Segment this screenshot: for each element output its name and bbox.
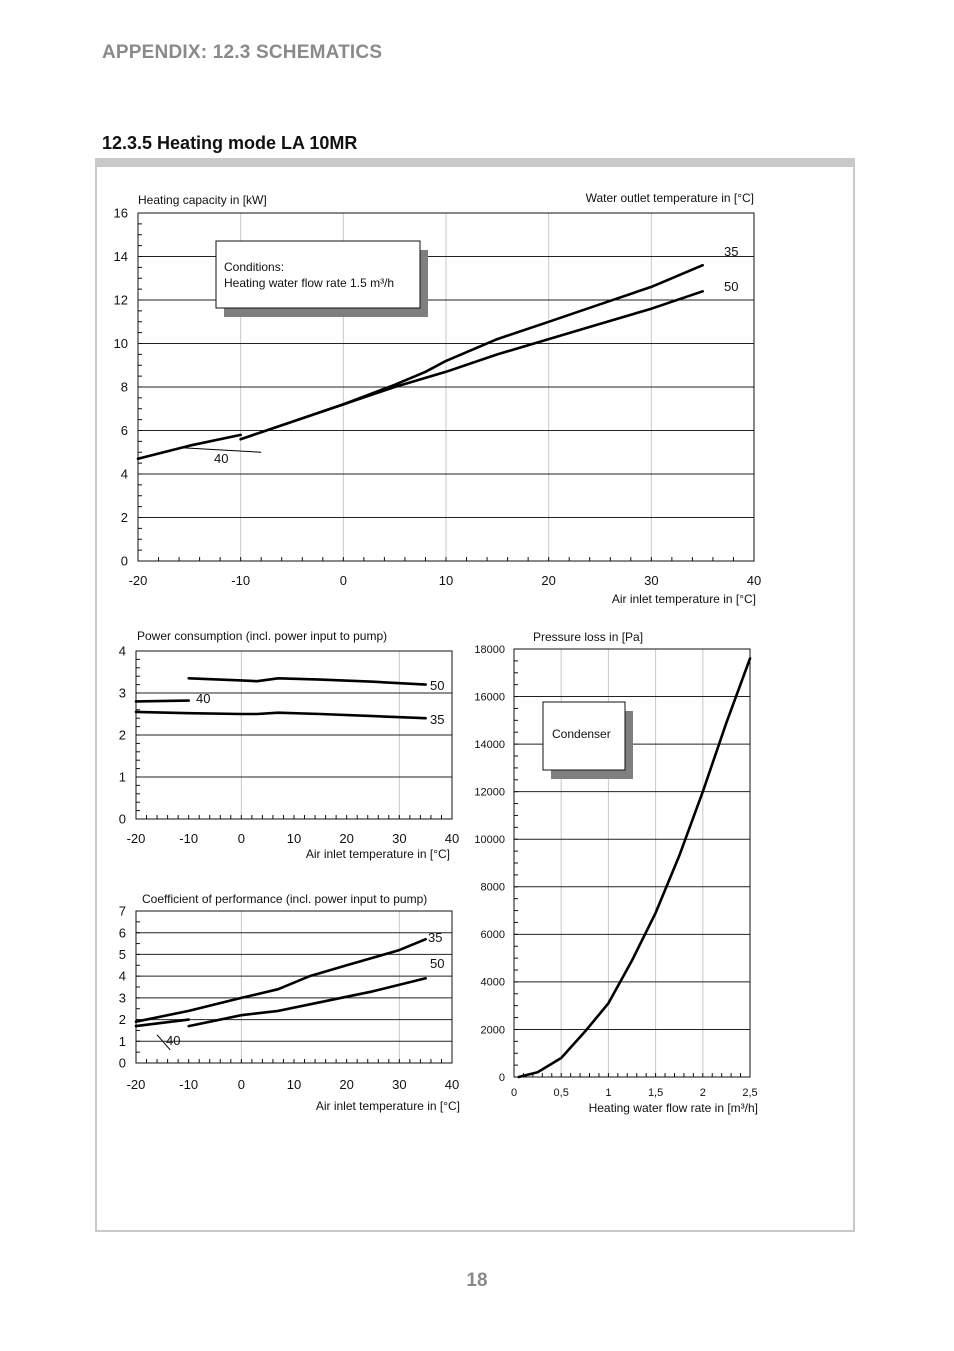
heating-x-tick-label: -20 xyxy=(128,573,148,588)
power-x-tick-label: 30 xyxy=(392,831,407,846)
pressure-y-tick-label: 10000 xyxy=(474,834,505,847)
pressure-note-text: Condenser xyxy=(552,727,611,741)
cop-y-tick-label: 1 xyxy=(118,1033,126,1049)
heating-chart xyxy=(114,191,762,606)
heating-x-tick-label: 0 xyxy=(339,573,347,588)
appendix-heading: APPENDIX: 12.3 SCHEMATICS xyxy=(102,42,383,63)
power-x-axis-label: Air inlet temperature in [°C] xyxy=(305,847,450,861)
power-x-tick-label: 0 xyxy=(237,831,245,846)
heating-y-tick-label: 10 xyxy=(113,336,128,352)
cop-x-tick-label: 30 xyxy=(392,1077,407,1092)
heating-series-label-50: 50 xyxy=(724,279,739,294)
cop-series-label-35: 35 xyxy=(428,930,443,945)
heating-y-tick-label: 6 xyxy=(120,423,128,439)
cop-y-tick-label: 4 xyxy=(118,968,126,984)
pressure-y-tick-label: 6000 xyxy=(480,929,505,942)
power-y-tick-label: 3 xyxy=(118,685,126,701)
pressure-x-tick-label: 2 xyxy=(699,1087,706,1099)
power-series-35 xyxy=(136,712,426,718)
cop-x-tick-label: 40 xyxy=(444,1077,460,1092)
cop-x-tick-label: 0 xyxy=(237,1077,245,1092)
cop-chart xyxy=(119,892,460,1113)
pressure-x-tick-label: 0 xyxy=(510,1087,518,1099)
pressure-y-tick-label: 4000 xyxy=(480,976,505,989)
heating-x-tick-label: -10 xyxy=(231,573,251,588)
heating-title: Heating capacity in [kW] xyxy=(138,193,267,207)
cop-plot-area xyxy=(136,911,452,1063)
pressure-x-tick-label: 0,5 xyxy=(553,1087,569,1099)
heating-x-tick-label: 30 xyxy=(644,573,659,588)
pressure-y-tick-label: 0 xyxy=(498,1071,505,1084)
cop-y-tick-label: 6 xyxy=(118,925,126,941)
heating-series-label-40: 40 xyxy=(214,451,229,466)
pressure-y-tick-label: 8000 xyxy=(480,881,505,894)
heating-legend-title: Water outlet temperature in [°C] xyxy=(585,191,754,205)
heating-note-text: Conditions: xyxy=(224,260,285,274)
power-series-label-40: 40 xyxy=(196,691,211,706)
heating-y-tick-label: 8 xyxy=(120,379,128,395)
cop-series-label-50: 50 xyxy=(430,956,445,971)
cop-x-tick-label: -10 xyxy=(179,1077,199,1092)
pressure-x-axis-label: Heating water flow rate in [m³/h] xyxy=(588,1101,758,1115)
heating-x-axis-label: Air inlet temperature in [°C] xyxy=(611,592,756,606)
heating-y-tick-label: 2 xyxy=(120,510,128,526)
power-series-label-35: 35 xyxy=(430,712,445,727)
cop-x-tick-label: -20 xyxy=(126,1077,146,1092)
cop-y-tick-label: 2 xyxy=(118,1012,126,1028)
cop-y-tick-label: 0 xyxy=(118,1055,126,1071)
heating-y-tick-label: 16 xyxy=(113,205,128,221)
cop-x-tick-label: 10 xyxy=(286,1077,302,1092)
power-y-tick-label: 1 xyxy=(118,769,126,785)
power-x-tick-label: 40 xyxy=(444,831,460,846)
cop-x-tick-label: 20 xyxy=(339,1077,354,1092)
heating-x-tick-label: 10 xyxy=(438,573,454,588)
heating-y-tick-label: 4 xyxy=(120,466,128,482)
heating-y-tick-label: 12 xyxy=(113,292,128,308)
heating-note-text: Heating water flow rate 1.5 m³/h xyxy=(224,276,395,290)
pressure-y-tick-label: 12000 xyxy=(474,786,505,799)
power-series-50 xyxy=(189,678,426,684)
pressure-y-tick-label: 16000 xyxy=(474,691,505,704)
power-series-40 xyxy=(136,701,189,702)
pressure-y-tick-label: 2000 xyxy=(480,1024,505,1037)
power-y-tick-label: 4 xyxy=(118,643,126,659)
pressure-y-tick-label: 18000 xyxy=(474,643,505,656)
power-y-tick-label: 2 xyxy=(118,727,126,743)
power-chart xyxy=(119,629,459,861)
heating-series-label-35: 35 xyxy=(724,244,739,259)
pressure-x-tick-label: 1,5 xyxy=(647,1087,664,1099)
cop-y-tick-label: 5 xyxy=(118,946,126,962)
cop-y-tick-label: 3 xyxy=(118,990,126,1006)
pressure-x-tick-label: 1 xyxy=(605,1087,612,1099)
heating-y-tick-label: 0 xyxy=(120,553,128,569)
power-series-label-50: 50 xyxy=(430,678,445,693)
section-title: 12.3.5 Heating mode LA 10MR xyxy=(102,133,358,153)
power-y-tick-label: 0 xyxy=(118,811,126,827)
power-x-tick-label: -20 xyxy=(126,831,146,846)
page-number: 18 xyxy=(466,1270,488,1291)
power-x-tick-label: 10 xyxy=(286,831,302,846)
pressure-title: Pressure loss in [Pa] xyxy=(533,630,644,644)
cop-x-axis-label: Air inlet temperature in [°C] xyxy=(315,1099,460,1113)
power-title: Power consumption (incl. power input to pump) xyxy=(137,629,388,643)
cop-series-label-40: 40 xyxy=(166,1033,181,1048)
cop-y-tick-label: 7 xyxy=(118,903,126,919)
pressure-x-tick-label: 2,5 xyxy=(742,1087,758,1099)
pressure-y-tick-label: 14000 xyxy=(474,738,505,751)
pressure-chart xyxy=(474,630,758,1115)
heating-x-tick-label: 40 xyxy=(746,573,762,588)
heating-note-box xyxy=(216,241,420,308)
heating-x-tick-label: 20 xyxy=(541,573,556,588)
cop-title: Coefficient of performance (incl. power input to pump) xyxy=(142,892,428,906)
power-x-tick-label: 20 xyxy=(339,831,354,846)
heating-y-tick-label: 14 xyxy=(113,249,128,265)
power-x-tick-label: -10 xyxy=(179,831,199,846)
